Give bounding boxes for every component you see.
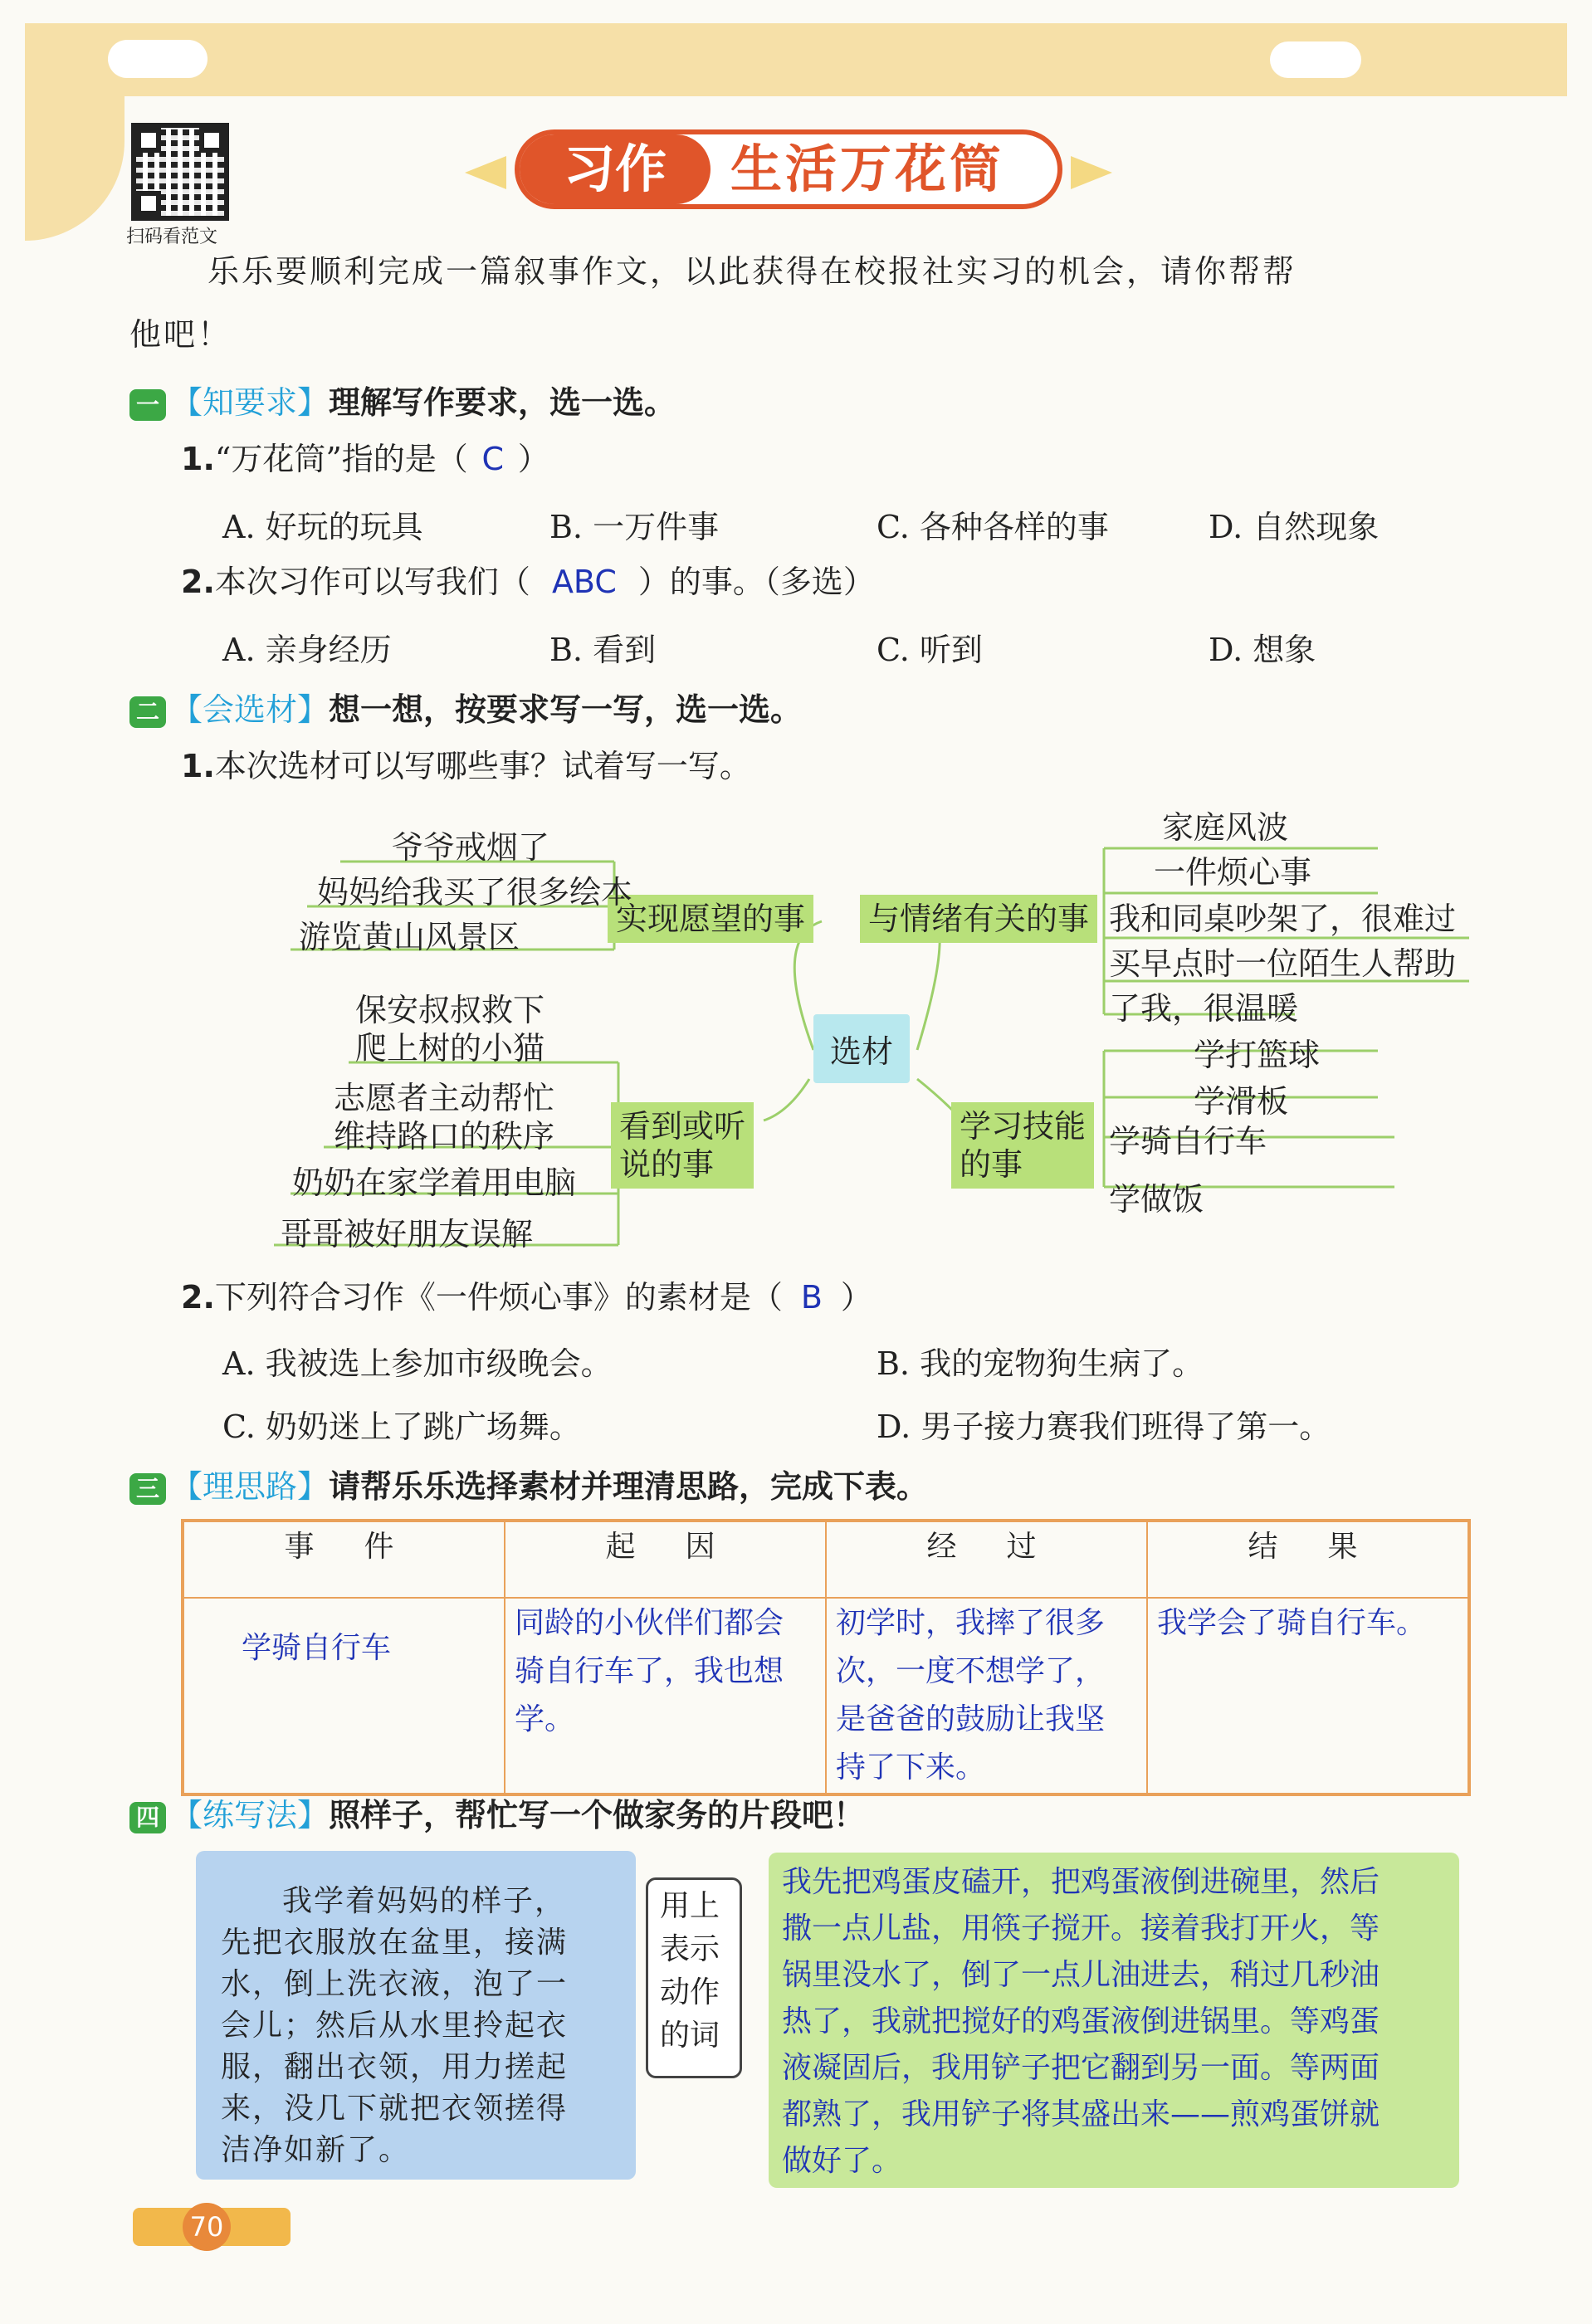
section-1-heading: 一 【知要求】理解写作要求，选一选。 (129, 377, 676, 422)
question-2-1: 1.本次选材可以写哪些事？试着写一写。 (181, 748, 751, 784)
option: B. 看到 (549, 632, 657, 668)
mindmap-leaf: 爬上树的小猫 (355, 1030, 545, 1067)
option: C. 听到 (877, 632, 983, 668)
table-cell-event[interactable]: 学骑自行车 (183, 1598, 505, 1794)
mindmap-leaf: 爷爷戒烟了 (392, 829, 550, 866)
section-badge: 二 (129, 696, 166, 728)
option: B. 我的宠物狗生病了。 (877, 1345, 1204, 1382)
mindmap-leaf-answer: 了我，很温暖 (1109, 990, 1299, 1027)
answer-box[interactable]: 我先把鸡蛋皮磕开，把鸡蛋液倒进碗里，然后 撒一点儿盐，用筷子搅开。接着我打开火，等 锅里没水了，倒了一点儿油进去，稍过几秒油 热了，我就把搅好的鸡蛋液倒进锅里。等鸡蛋 液凝固后，我用铲子把它翻到另一面。等两面 都熟了，我用铲子将其盛出来——煎鸡蛋饼就 做好了。 (769, 1853, 1459, 2188)
page-number: 70 (183, 2203, 231, 2251)
mindmap-leaf: 维持路口的秩序 (334, 1118, 555, 1155)
answer-field[interactable]: ABC (551, 564, 617, 600)
intro-line-2: 他吧！ (129, 316, 232, 353)
mindmap-leaf-answer: 买早点时一位陌生人帮助 (1109, 945, 1457, 982)
question-2-2: 2.下列符合习作《一件烦心事》的素材是（ B ） (181, 1277, 872, 1318)
page-title (515, 123, 1079, 214)
question-1-1: 1.“万花筒”指的是（ C ） (181, 438, 549, 480)
mindmap-leaf: 一件烦心事 (1154, 854, 1312, 891)
table-cell-cause[interactable]: 同龄的小伙伴们都会 骑自行车了，我也想 学。 (505, 1598, 826, 1794)
mindmap-leaf: 学滑板 (1194, 1083, 1289, 1120)
answer-field[interactable]: C (481, 441, 505, 477)
section-3-heading: 三 【理思路】请帮乐乐选择素材并理清思路，完成下表。 (129, 1461, 928, 1506)
option: A. 亲身经历 (222, 632, 392, 668)
mindmap-leaf-answer: 哥哥被好朋友误解 (281, 1216, 534, 1252)
option: B. 一万件事 (549, 509, 720, 545)
corner-decoration (25, 91, 125, 241)
mindmap-leaf: 保安叔叔救下 (355, 992, 545, 1028)
question-1-2: 2.本次习作可以写我们（ ABC ）的事。（多选） (181, 561, 875, 603)
table-cell-result[interactable]: 我学会了骑自行车。 (1147, 1598, 1469, 1794)
section-2-heading: 二 【会选材】想一想，按要求写一写，选一选。 (129, 684, 802, 730)
table-header: 结 果 (1147, 1521, 1469, 1598)
example-box: 我学着妈妈的样子， 先把衣服放在盆里，接满 水，倒上洗衣液，泡了一 会儿；然后从水里拎起衣 服，翻出衣领，用力搓起 来，没几下就把衣领搓得 洁净如新了。 (196, 1851, 636, 2180)
option: D. 想象 (1209, 632, 1316, 668)
table-header: 起 因 (505, 1521, 826, 1598)
mindmap-leaf-answer: 奶奶在家学着用电脑 (292, 1164, 577, 1201)
table-header: 事 件 (183, 1521, 505, 1598)
qr-code-icon[interactable] (131, 123, 229, 221)
mindmap-leaf: 志愿者主动帮忙 (334, 1080, 555, 1116)
option: D. 自然现象 (1209, 509, 1380, 545)
section-badge: 三 (129, 1473, 166, 1505)
mindmap-leaf: 家庭风波 (1162, 809, 1289, 846)
qr-label: 扫码看范文 (126, 227, 218, 247)
mindmap-leaf: 学打篮球 (1194, 1037, 1321, 1073)
option: A. 好玩的玩具 (222, 509, 423, 545)
option: D. 男子接力赛我们班得了第一。 (877, 1409, 1331, 1445)
mindmap-center: 选材 (813, 1014, 910, 1083)
mindmap-branch-heard: 看到或听 说的事 (611, 1102, 754, 1189)
mindmap-branch-wishes: 实现愿望的事 (608, 895, 813, 943)
mindmap-lines (0, 797, 1592, 1262)
mindmap-branch-skills: 学习技能 的事 (951, 1102, 1094, 1189)
answer-field[interactable]: B (800, 1279, 823, 1316)
mindmap-leaf-answer: 游览黄山风景区 (299, 919, 520, 955)
mindmap-leaf-answer: 妈妈给我买了很多绘本 (317, 874, 633, 911)
table-cell-process[interactable]: 初学时，我摔了很多 次，一度不想学了， 是爸爸的鼓励让我坚 持了下来。 (826, 1598, 1147, 1794)
mindmap-leaf-answer: 学做饭 (1109, 1181, 1204, 1218)
intro-line-1: 乐乐要顺利完成一篇叙事作文，以此获得在校报社实习的机会，请你帮帮 (208, 253, 1297, 290)
story-outline-table (181, 1519, 1471, 1796)
mindmap-leaf-answer: 学骑自行车 (1109, 1123, 1267, 1160)
table-header: 经 过 (826, 1521, 1147, 1598)
option: A. 我被选上参加市级晚会。 (222, 1345, 613, 1382)
title-text: 生活万花筒 (730, 139, 1005, 199)
section-badge: 四 (129, 1802, 166, 1833)
section-4-heading: 四 【练写法】照样子，帮忙写一个做家务的片段吧！ (129, 1789, 865, 1835)
cloud-decoration (108, 40, 208, 78)
cloud-decoration (1270, 42, 1361, 78)
section-badge: 一 (129, 389, 166, 421)
mindmap-leaf-answer: 我和同桌吵架了，很难过 (1109, 901, 1457, 937)
hint-callout: 用上 表示 动作 的词 (646, 1877, 742, 2078)
mindmap-branch-emotions: 与情绪有关的事 (860, 895, 1097, 943)
option: C. 各种各样的事 (877, 509, 1109, 545)
option: C. 奶奶迷上了跳广场舞。 (222, 1409, 581, 1445)
title-tag: 习作 (520, 134, 711, 204)
